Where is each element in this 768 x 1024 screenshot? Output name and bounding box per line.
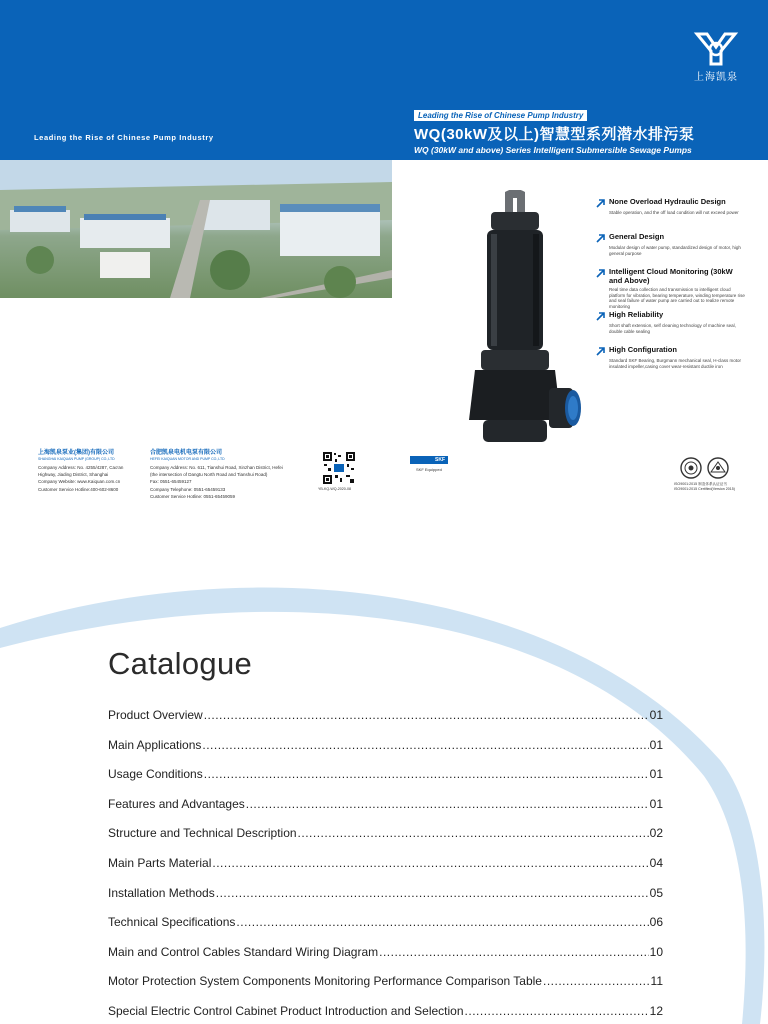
toc-entry[interactable] (108, 915, 663, 945)
toc-entry[interactable] (108, 797, 663, 827)
company-name-en: HEFEI KAIQUAN MOTOR AND PUMP CO.,LTD (150, 457, 225, 461)
toc-label: Installation Methods (108, 885, 215, 900)
company-line: Fax: 0551-65459127 (150, 479, 192, 485)
company-line: (the intersection of Dangtu North Road and Tianshui Road) (150, 472, 268, 478)
company-logo (686, 32, 746, 83)
toc-page: 01 (649, 708, 663, 722)
toc-leader (212, 856, 648, 870)
company-name-cn: 合肥凯泉电机电泵有限公司 (150, 450, 223, 456)
company-line: Company Telephone: 0551-65459133 (150, 486, 226, 492)
cert-caption (674, 482, 754, 492)
qr-caption: YB-KQ-WQ-2020-08 (318, 487, 351, 491)
toc-label: Technical Specifications (108, 915, 236, 930)
toc-label: Features and Advantages (108, 796, 245, 811)
arrow-icon (596, 346, 606, 356)
toc-page: 10 (649, 944, 663, 959)
logo-text: 上海凯泉 (694, 72, 738, 83)
toc-entry[interactable] (108, 1004, 663, 1024)
pump-image (455, 190, 585, 455)
toc-leader (204, 708, 649, 722)
company-line: Customer Service Hotline:400-602-8600 (38, 486, 119, 492)
catalogue-title: Catalogue (108, 646, 253, 681)
toc-leader (246, 797, 649, 811)
product-title-en: WQ (30kW and above) Series Intelligent Submersible Sewage Pumps (414, 145, 692, 155)
toc-leader (379, 945, 649, 959)
toc-page: 02 (649, 826, 663, 841)
toc-entry[interactable] (108, 708, 663, 738)
toc-leader (204, 767, 649, 781)
feature-item (596, 345, 748, 369)
table-of-contents (108, 708, 663, 1024)
toc-page: 06 (649, 915, 663, 930)
company-line: Company Address: No. 4255/4287, Cao'an (38, 465, 124, 470)
toc-entry[interactable] (108, 856, 663, 886)
company-name-en: SHANGHAI KAIQUAN PUMP (GROUP) CO.,LTD (38, 457, 115, 461)
toc-entry[interactable] (108, 826, 663, 856)
toc-page: 05 (649, 885, 663, 900)
arrow-icon (596, 311, 606, 321)
product-title-cn: WQ(30kW及以上)智慧型系列潜水排污泵 (414, 126, 695, 143)
skf-text: SKF Equipped (416, 467, 442, 472)
toc-leader (202, 738, 648, 752)
feature-desc: Standard SKF Bearing, Burgmann mechanical seal, H-class motor insulated impeller,casing cover wear-resistant ductile iron (609, 358, 742, 369)
feature-title: High Configuration (609, 345, 677, 354)
tagline-box: Leading the Rise of Chinese Pump Industry (414, 110, 587, 121)
feature-title: Intelligent Cloud Monitoring (30kW and Above) (609, 267, 733, 285)
cert-line: ISO9001:2015 Certified(Version 2015) (674, 487, 735, 491)
feature-item (596, 310, 748, 334)
feature-desc: Modular design of water pump, standardized design of motor, high general purpose (609, 245, 741, 256)
feature-desc: Real time data collection and transmission to intelligent cloud platform for vibration, bearing temperature, winding temperature rise and seal failure of water pump are carried out to realize remote monitoring (609, 287, 745, 309)
toc-entry[interactable] (108, 738, 663, 768)
company-shanghai (38, 450, 138, 493)
kaiquan-logo-icon (693, 32, 739, 66)
feature-item (596, 267, 748, 309)
feature-item (596, 197, 748, 216)
feature-title: High Reliability (609, 310, 664, 319)
toc-page: 01 (649, 796, 663, 811)
toc-leader (298, 826, 649, 840)
toc-label: Main Applications (108, 737, 202, 752)
toc-leader (543, 974, 650, 988)
toc-entry[interactable] (108, 767, 663, 797)
toc-label: Product Overview (108, 708, 203, 722)
arrow-icon (596, 233, 606, 243)
toc-page: 12 (649, 1003, 663, 1018)
toc-page: 04 (649, 855, 663, 870)
company-hefei (150, 450, 310, 500)
skf-logo: SKF (410, 456, 448, 464)
cert-seal-icon (708, 458, 728, 478)
toc-leader (216, 886, 649, 900)
tagline-left: Leading the Rise of Chinese Pump Industry (34, 133, 214, 142)
certification-badges (680, 456, 734, 485)
arrow-icon (596, 198, 606, 208)
cert-seal-icon (681, 458, 701, 478)
toc-label: Main and Control Cables Standard Wiring Diagram (108, 944, 379, 959)
toc-leader (236, 915, 648, 929)
toc-label: Special Electric Control Cabinet Product Introduction and Selection (108, 1003, 464, 1018)
feature-item (596, 232, 748, 256)
company-line: Highway, Jiading District, Shanghai (38, 472, 109, 478)
qr-code-icon (322, 451, 356, 485)
toc-page: 01 (649, 737, 663, 752)
toc-label: Usage Conditions (108, 767, 203, 782)
toc-leader (465, 1004, 649, 1018)
factory-aerial-photo (0, 160, 392, 298)
cert-line: ISO9001:2015 制造体系认证证书 (674, 482, 727, 486)
toc-entry[interactable] (108, 886, 663, 916)
feature-title: None Overload Hydraulic Design (609, 197, 726, 206)
toc-label: Structure and Technical Description (108, 826, 297, 841)
company-line: Company Address: No. 611, Tianshui Road, Xinzhan District, Hefei (150, 465, 283, 470)
company-line: Customer Service Hotline: 0551-65459059 (150, 493, 236, 499)
arrow-icon (596, 268, 606, 278)
feature-desc: Stable operation, and the off load condition will not exceed power (609, 210, 739, 215)
company-name-cn: 上海凯泉泵业(集团)有限公司 (38, 450, 114, 456)
feature-desc: Short shaft extension, self cleaning technology of machine seal, double cable sealing (609, 323, 736, 334)
skf-badge (410, 456, 448, 472)
toc-entry[interactable] (108, 974, 663, 1004)
company-line: Company Website: www.Kaiquan.com.cn (38, 479, 121, 485)
feature-title: General Design (609, 232, 665, 241)
toc-page: 11 (650, 974, 663, 989)
toc-page: 01 (649, 767, 663, 782)
toc-label: Motor Protection System Components Monitoring Performance Comparison Table (108, 974, 542, 989)
toc-label: Main Parts Material (108, 855, 212, 870)
toc-entry[interactable] (108, 945, 663, 975)
